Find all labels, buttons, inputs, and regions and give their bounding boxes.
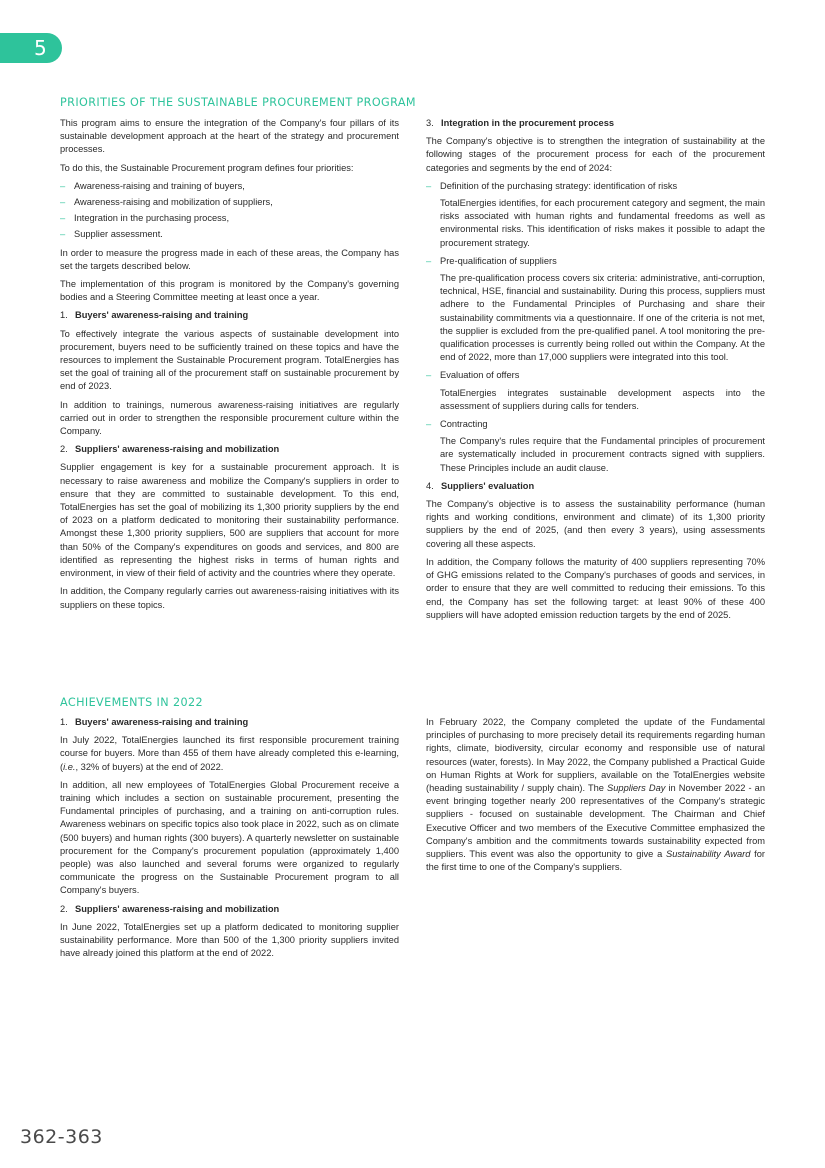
paragraph: In July 2022, TotalEnergies launched its first responsible procurement training course for buyers. More than 455 of them have already completed this e-learning, (i.e., 32% of buyers) at the end of 2022.: [60, 735, 399, 772]
priorities-left-column: [60, 117, 399, 617]
stage-purchasing-strategy: – Definition of the purchasing strategy: identification of risks: [426, 180, 765, 193]
heading-suppliers-evaluation: 4. Suppliers' evaluation: [426, 480, 535, 491]
paragraph: In order to measure the progress made in each of these areas, the Company has set the targets described below.: [60, 247, 399, 271]
paragraph: The Company's objective is to strengthen the integration of sustainability at the following stages of the procurement process for each of the procurement categories and segments by the end of 2024:: [426, 136, 765, 173]
stage-evaluation-offers: – Evaluation of offers: [426, 369, 765, 382]
paragraph: In addition to trainings, numerous awareness-raising initiatives are regularly carried out in order to strengthen the responsible procurement culture within the Company.: [60, 399, 399, 437]
paragraph: The Company's objective is to assess the sustainability performance (human rights and working conditions, environment and climate) of its 1,300 priority suppliers by the end of 2025, (and then every 3 years), using assessments covering all these aspects.: [426, 499, 765, 549]
achievements-right-column: [426, 716, 765, 879]
stage-prequalification: – Pre-qualification of suppliers: [426, 255, 765, 268]
list-item: – Supplier assessment.: [60, 228, 399, 241]
stage-contracting: – Contracting: [426, 418, 765, 431]
paragraph: In February 2022, the Company completed the update of the Fundamental principles of purchasing to more precisely detail its requirements regarding human rights, climate, biodiversity, circular economy and responsible use of natural resources (water, forests). In May 2022, the Company published a Practical Guide on Human Rights at Work for suppliers, available on the TotalEnergies website (heading sustainability / supply chain). The Suppliers Day in November 2022 - an event bringing together nearly 200 representatives of the Company's strategic suppliers - focused on sustainable development. The Chairman and Chief Executive Officer and two members of the Executive Committee emphasized the Company's ambition and the commitments towards sustainability expected from suppliers. This event was also the opportunity to give a Sustainability Award for the first time to one of the Company's suppliers.: [426, 717, 766, 873]
page-number: 362-363: [20, 1126, 103, 1148]
heading-procurement-integration: 3. Integration in the procurement process: [426, 118, 615, 128]
paragraph: Supplier engagement is key for a sustainable procurement approach. It is necessary to raise awareness and mobilize the Company's suppliers in order to ensure that they are committed to sustainable development. To this end, TotalEnergies has set the goal of mobilizing its 1,300 priority suppliers by the end of 2023 on a platform dedicated to monitoring their sustainability performance. Amongst these 1,300 priority suppliers, 500 are suppliers that account for more than 50% of the Company's expenditures on goods and services, and 800 are identified as representing the highest risks in terms of human rights and environment, in view of their field of activity and the countries where they operate.: [60, 462, 399, 579]
paragraph: TotalEnergies identifies, for each procurement category and segment, the main risks associated with human rights and fundamental freedoms as well as environmental risks. This identification of risks makes it possible to adapt the procurement strategy.: [440, 198, 765, 248]
paragraph: This program aims to ensure the integration of the Company's four pillars of its sustainable development approach at the heart of the strategy and procurement processes.: [60, 118, 399, 155]
priorities-right-column: [426, 117, 765, 627]
paragraph: In addition, the Company regularly carries out awareness-raising initiatives with its suppliers on these topics.: [60, 586, 399, 610]
paragraph: The implementation of this program is monitored by the Company's governing bodies and a Steering Committee meeting at least once a year.: [60, 279, 399, 303]
list-item: – Integration in the purchasing process,: [60, 212, 399, 225]
achievements-left-column: [60, 716, 399, 965]
paragraph: To do this, the Sustainable Procurement program defines four priorities:: [60, 162, 354, 173]
section-title-achievements: ACHIEVEMENTS IN 2022: [60, 696, 204, 709]
section-title-priorities: PRIORITIES OF THE SUSTAINABLE PROCUREMENT PROGRAM: [60, 96, 416, 109]
paragraph: The Company's rules require that the Fundamental principles of procurement are systematically included in procurement contracts signed with suppliers. These Principles include an audit clause.: [440, 436, 765, 473]
paragraph: To effectively integrate the various aspects of sustainable development into procurement, buyers need to be sufficiently trained on these topics and have the resources to implement the Sustainable Procurement program. TotalEnergies has set the goal of training all of the procurement staff on sustainable procurement by end of 2023.: [60, 328, 399, 392]
list-item: – Awareness-raising and training of buyers,: [60, 180, 399, 193]
paragraph: In addition, the Company follows the maturity of 400 suppliers representing 70% of GHG emissions related to the Company's purchases of goods and services, in order to ensure that they are well committed to reducing their emissions. To this end, the Company has set the following target: at least 90% of these 400 suppliers will have adopted emission reduction targets by the end of 2025.: [426, 556, 765, 620]
paragraph: In June 2022, TotalEnergies set up a platform dedicated to monitoring supplier sustainability performance. More than 500 of the 1,300 priority suppliers invited have already joined this platform at the end of 2022.: [60, 921, 399, 959]
heading-suppliers-mobilization: 2. Suppliers' awareness-raising and mobilization: [60, 444, 280, 455]
paragraph: The pre-qualification process covers six criteria: administrative, anti-corruption, technical, HSE, financial and sustainability. During this process, suppliers must adhere to the Fundamental Principles of Purchasing and share their sustainability commitments via a questionnaire. If one of the criteria is not met, the supplier is excluded from the pre-qualified panel. A tool monitoring the pre-qualification processes is currently being rolled out within the Company. At the end of 2022, more than 17,000 suppliers were integrated into this tool.: [440, 273, 765, 363]
paragraph: In addition, all new employees of TotalEnergies Global Procurement receive a training which includes a section on sustainable procurement, presenting the Fundamental principles of purchasing, and a training on anti-corruption rules. Awareness webinars on specific topics also took place in 2022, such as on climate (500 buyers) and human rights (300 buyers). A quarterly newsletter on sustainable procurement for the Company's procurement population (approximately 1,400 people) was also launched and several forums were organized to regularly communicate the progress on the Sustainable Procurement program to all Company's buyers.: [60, 779, 399, 896]
paragraph: TotalEnergies integrates sustainable development aspects into the assessment of suppliers during calls for tenders.: [440, 387, 765, 411]
list-item: – Awareness-raising and mobilization of suppliers,: [60, 196, 399, 209]
heading-suppliers-mobilization-2022: 2. Suppliers' awareness-raising and mobilization: [60, 903, 280, 914]
heading-buyers-training-2022: 1. Buyers' awareness-raising and training: [60, 717, 249, 727]
priorities-list: [60, 180, 399, 242]
chapter-tab: 5: [0, 33, 62, 63]
heading-buyers-training: 1. Buyers' awareness-raising and training: [60, 310, 249, 321]
